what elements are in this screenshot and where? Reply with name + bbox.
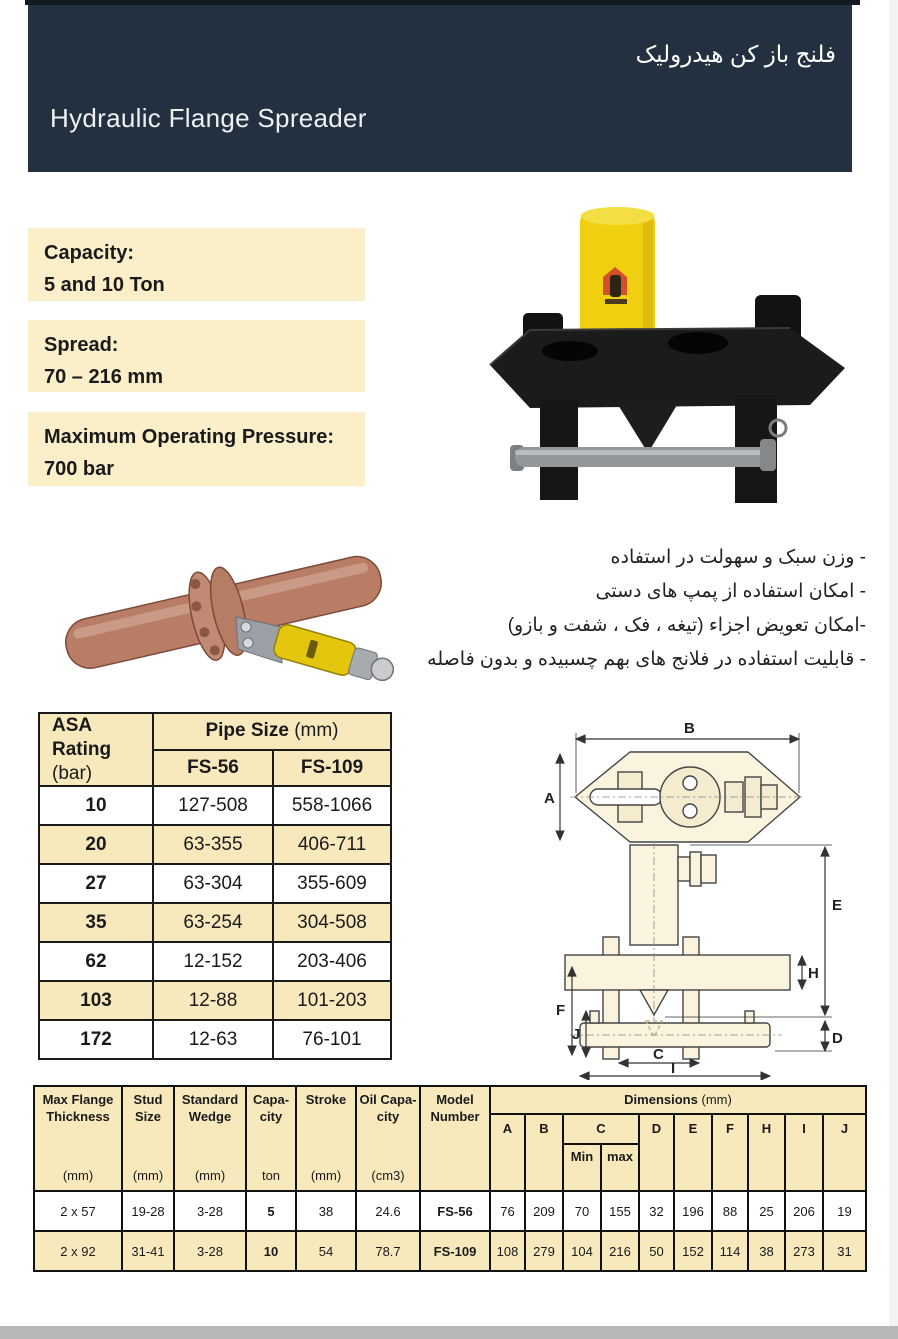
cell-dim-i: 273: [785, 1231, 823, 1271]
asa-rating-cell: 62: [39, 942, 153, 981]
cell-dim-j: 31: [823, 1231, 866, 1271]
asa-row: [39, 942, 391, 981]
fs56-cell: 63-355: [153, 825, 273, 864]
cell-oil: 24.6: [356, 1191, 420, 1231]
page-title-farsi: فلنج باز کن هیدرولیک: [635, 41, 836, 67]
page-header: [28, 5, 852, 172]
col-header-stroke: Stroke (mm): [296, 1086, 356, 1191]
svg-text:C: C: [653, 1046, 664, 1063]
fs109-cell: 406-711: [273, 825, 391, 864]
cell-dim-a: 108: [490, 1231, 525, 1271]
col-header-max-flange: Max Flange Thickness (mm): [34, 1086, 122, 1191]
fs109-cell: 76-101: [273, 1020, 391, 1059]
pipe-flange-illustration: [50, 515, 400, 700]
cell-capacity: 5: [246, 1191, 296, 1231]
dim-col-E: E: [674, 1114, 712, 1191]
cell-stroke: 38: [296, 1191, 356, 1231]
cell-dim-a: 76: [490, 1191, 525, 1231]
spread-value: 70 – 216 mm: [44, 366, 163, 388]
cell-oil: 78.7: [356, 1231, 420, 1271]
cell-dim-e: 196: [674, 1191, 712, 1231]
asa-row: [39, 981, 391, 1020]
cell-dim-h: 25: [748, 1191, 785, 1231]
asa-row: [39, 864, 391, 903]
dim-col-D: D: [639, 1114, 674, 1191]
svg-text:D: D: [832, 1030, 843, 1047]
asa-pipe-size-table: [38, 712, 392, 1060]
cell-dim-e: 152: [674, 1231, 712, 1271]
capacity-label: Capacity:: [44, 242, 135, 264]
cell-max-flange: 2 x 92: [34, 1231, 122, 1271]
asa-row: [39, 786, 391, 825]
cell-dim-h: 38: [748, 1231, 785, 1271]
dim-col-F: F: [712, 1114, 748, 1191]
cell-max-flange: 2 x 57: [34, 1191, 122, 1231]
cell-dim-b: 209: [525, 1191, 563, 1231]
dim-col-I: I: [785, 1114, 823, 1191]
cell-dim-cmax: 216: [601, 1231, 639, 1271]
fs109-cell: 558-1066: [273, 786, 391, 825]
model-col-header: FS-56: [153, 750, 273, 787]
feature-item: -امکان تعویض اجزاء (تیغه ، فک ، شفت و بازو): [507, 615, 866, 636]
c-min-header: Min: [563, 1144, 601, 1191]
cell-dim-b: 279: [525, 1231, 563, 1271]
cell-stud: 31-41: [122, 1231, 174, 1271]
feature-item: - وزن سبک و سهولت در استفاده: [610, 547, 866, 568]
dimensions-group-header: Dimensions (mm): [490, 1086, 866, 1114]
dim-col-H: H: [748, 1114, 785, 1191]
svg-text:F: F: [556, 1002, 566, 1019]
feature-list: [414, 541, 866, 677]
c-max-header: max: [601, 1144, 639, 1191]
page-title-english: Hydraulic Flange Spreader: [50, 103, 367, 133]
cell-model: FS-56: [420, 1191, 490, 1231]
pressure-value: 700 bar: [44, 458, 115, 480]
col-header-standard-wedge: Standard Wedge (mm): [174, 1086, 246, 1191]
cell-dim-f: 114: [712, 1231, 748, 1271]
model-col-header: FS-109: [273, 750, 391, 787]
capacity-value: 5 and 10 Ton: [44, 274, 165, 296]
pressure-spec-box: [28, 412, 365, 486]
cell-dim-cmin: 70: [563, 1191, 601, 1231]
cell-wedge: 3-28: [174, 1231, 246, 1271]
cell-wedge: 3-28: [174, 1191, 246, 1231]
fs56-cell: 12-152: [153, 942, 273, 981]
col-header-oil-capacity: Oil Capa-city (cm3): [356, 1086, 420, 1191]
fs109-cell: 355-609: [273, 864, 391, 903]
cell-stud: 19-28: [122, 1191, 174, 1231]
cell-dim-j: 19: [823, 1191, 866, 1231]
feature-item: - قابلیت استفاده در فلانج های بهم چسبیده و بدون فاصله: [427, 649, 866, 670]
asa-rating-cell: 103: [39, 981, 153, 1020]
asa-rating-cell: 35: [39, 903, 153, 942]
cell-dim-d: 32: [639, 1191, 674, 1231]
svg-text:I: I: [671, 1060, 676, 1077]
feature-item: - امکان استفاده از پمپ های دستی: [595, 581, 866, 602]
fs56-cell: 12-63: [153, 1020, 273, 1059]
col-header-stud-size: Stud Size (mm): [122, 1086, 174, 1191]
fs56-cell: 127-508: [153, 786, 273, 825]
svg-text:A: A: [544, 790, 555, 807]
pipe-size-header: Pipe Size (mm): [153, 713, 391, 750]
asa-rating-cell: 27: [39, 864, 153, 903]
dim-col-C: C: [563, 1114, 639, 1144]
dim-col-A: A: [490, 1114, 525, 1191]
spec-row-fs109: [34, 1231, 866, 1271]
svg-text:E: E: [832, 897, 843, 914]
asa-row: [39, 1020, 391, 1059]
fs109-cell: 203-406: [273, 942, 391, 981]
fs56-cell: 63-254: [153, 903, 273, 942]
fs109-cell: 101-203: [273, 981, 391, 1020]
asa-rating-cell: 10: [39, 786, 153, 825]
fs109-cell: 304-508: [273, 903, 391, 942]
product-photo-flange-spreader: [455, 195, 865, 520]
page-bottom-bar: [0, 1326, 898, 1339]
spread-label: Spread:: [44, 334, 119, 356]
page-right-gutter: [889, 0, 898, 1339]
cell-model: FS-109: [420, 1231, 490, 1271]
spread-spec-box: [28, 320, 365, 392]
dim-col-J: J: [823, 1114, 866, 1191]
cell-dim-i: 206: [785, 1191, 823, 1231]
cell-capacity: 10: [246, 1231, 296, 1271]
svg-text:B: B: [684, 720, 695, 737]
col-header-capacity: Capa-city ton: [246, 1086, 296, 1191]
cell-dim-d: 50: [639, 1231, 674, 1271]
asa-row: [39, 825, 391, 864]
svg-text:H: H: [808, 965, 819, 982]
dimension-diagram: [540, 715, 870, 1080]
cell-dim-cmin: 104: [563, 1231, 601, 1271]
asa-rating-cell: 20: [39, 825, 153, 864]
capacity-spec-box: [28, 228, 365, 301]
fs56-cell: 12-88: [153, 981, 273, 1020]
cell-stroke: 54: [296, 1231, 356, 1271]
asa-rating-cell: 172: [39, 1020, 153, 1059]
fs56-cell: 63-304: [153, 864, 273, 903]
col-header-model-number: Model Number: [420, 1086, 490, 1191]
pressure-label: Maximum Operating Pressure:: [44, 426, 335, 448]
asa-row: [39, 903, 391, 942]
cell-dim-cmax: 155: [601, 1191, 639, 1231]
asa-rating-header: ASA Rating (bar): [39, 713, 153, 786]
specifications-table: [33, 1085, 867, 1272]
cell-dim-f: 88: [712, 1191, 748, 1231]
svg-text:J: J: [572, 1026, 581, 1043]
spec-row-fs56: [34, 1191, 866, 1231]
dim-col-B: B: [525, 1114, 563, 1191]
